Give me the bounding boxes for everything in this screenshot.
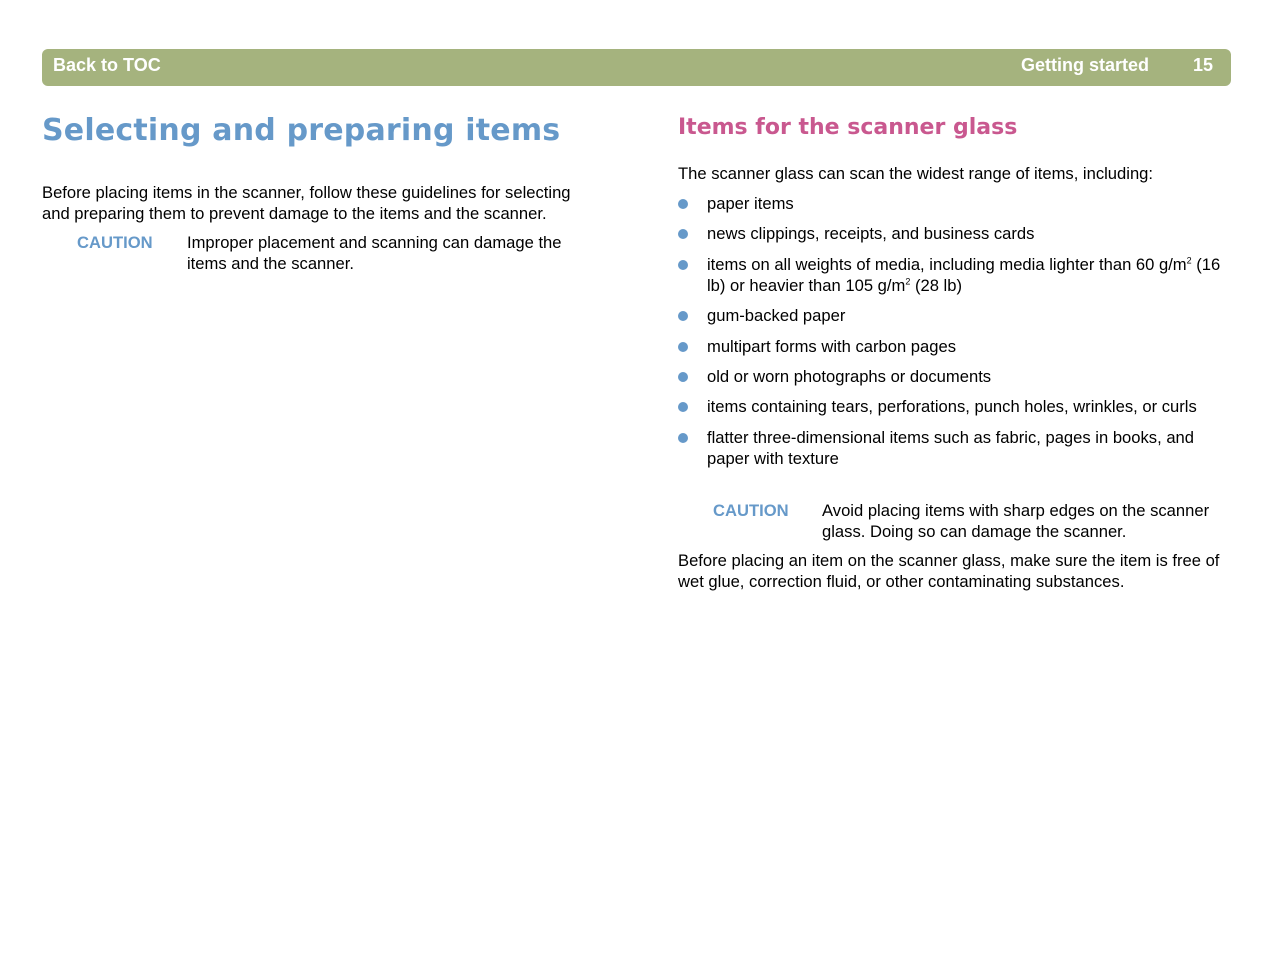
caution-note — [42, 232, 602, 274]
caution-note — [678, 500, 1233, 542]
left-column — [42, 110, 602, 274]
caution-label: CAUTION — [713, 500, 789, 520]
page-title: Selecting and preparing items — [42, 113, 561, 148]
list-item: items containing tears, perforations, punch holes, wrinkles, or curls — [678, 396, 1233, 417]
page-number: 15 — [1192, 55, 1213, 75]
list-item: multipart forms with carbon pages — [678, 336, 1233, 357]
list-item: news clippings, receipts, and business cards — [678, 223, 1233, 244]
list-item: gum-backed paper — [678, 305, 1233, 326]
right-column — [678, 110, 1233, 592]
intro-paragraph: Before placing items in the scanner, follow these guidelines for selecting and preparing them to prevent damage to the items and the scanner. — [42, 183, 571, 223]
caution-text: Improper placement and scanning can damage the items and the scanner. — [187, 233, 562, 273]
closing-paragraph: Before placing an item on the scanner glass, make sure the item is free of wet glue, correction fluid, or other contaminating substances. — [678, 550, 1220, 591]
bullet-icon — [678, 311, 688, 321]
glass-intro-paragraph: The scanner glass can scan the widest range of items, including: — [678, 164, 1154, 183]
scannable-items-list — [678, 193, 1233, 469]
bullet-icon — [678, 260, 688, 270]
bullet-icon — [678, 199, 688, 209]
section-name: Getting started — [1020, 55, 1149, 75]
list-item: flatter three-dimensional items such as fabric, pages in books, and paper with texture — [678, 427, 1233, 469]
caution-label: CAUTION — [77, 233, 153, 252]
header-bar — [42, 49, 1231, 86]
list-item: old or worn photographs or documents — [678, 366, 1233, 387]
bullet-icon — [678, 402, 688, 412]
bullet-icon — [678, 433, 688, 443]
back-to-toc-link[interactable]: Back to TOC — [53, 55, 161, 75]
bullet-icon — [678, 229, 688, 239]
bullet-icon — [678, 372, 688, 382]
list-item: items on all weights of media, including media lighter than 60 $g/m^2$ (16 lb) or heavier than 105 $g/m^2$ (28 lb) — [678, 254, 1233, 296]
section-heading: Items for the scanner glass — [678, 115, 1018, 140]
caution-text: Avoid placing items with sharp edges on the scanner glass. Doing so can damage the scanner. — [822, 500, 1210, 541]
list-item: paper items — [678, 193, 1233, 214]
bullet-icon — [678, 342, 688, 352]
